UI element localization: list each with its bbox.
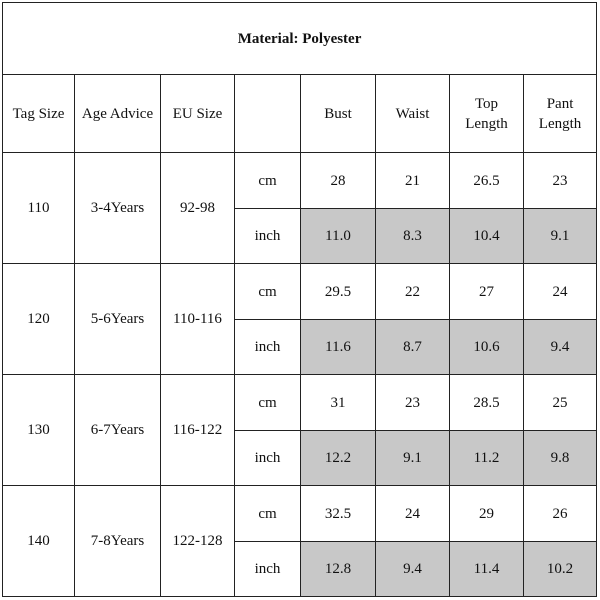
- header-waist: Waist: [376, 75, 450, 153]
- table-row: [3, 375, 597, 431]
- unit-cm-cell: cm: [235, 153, 301, 209]
- pant-length-cm-cell: 26: [524, 486, 597, 542]
- table-row: [3, 486, 597, 542]
- bust-cm-cell: 29.5: [301, 264, 376, 320]
- top-length-cm-cell: 27: [450, 264, 524, 320]
- header-top-length-line2: Length: [465, 115, 508, 132]
- waist-inch-cell: 8.7: [376, 320, 450, 375]
- pant-length-cm-cell: 23: [524, 153, 597, 209]
- table-row: [3, 153, 597, 209]
- waist-cm-cell: 22: [376, 264, 450, 320]
- pant-length-inch-cell: 9.4: [524, 320, 597, 375]
- unit-cm-cell: cm: [235, 486, 301, 542]
- header-age-advice: Age Advice: [75, 75, 161, 153]
- waist-cm-cell: 21: [376, 153, 450, 209]
- table-row: [3, 264, 597, 320]
- bust-inch-cell: 12.8: [301, 542, 376, 597]
- waist-cm-cell: 24: [376, 486, 450, 542]
- tag-size-cell: 110: [3, 153, 75, 264]
- bust-cm-cell: 32.5: [301, 486, 376, 542]
- waist-inch-cell: 8.3: [376, 209, 450, 264]
- eu-size-cell: 92-98: [161, 153, 235, 264]
- waist-inch-cell: 9.4: [376, 542, 450, 597]
- bust-cm-cell: 28: [301, 153, 376, 209]
- bust-inch-cell: 11.6: [301, 320, 376, 375]
- header-row: [3, 75, 597, 153]
- bust-inch-cell: 11.0: [301, 209, 376, 264]
- header-top-length-line1: Top: [474, 95, 499, 112]
- eu-size-cell: 122-128: [161, 486, 235, 597]
- top-length-inch-cell: 11.2: [450, 431, 524, 486]
- table-title: Material: Polyester: [3, 3, 597, 75]
- bust-cm-cell: 31: [301, 375, 376, 431]
- header-pant-length-line2: Length: [538, 115, 582, 132]
- tag-size-cell: 140: [3, 486, 75, 597]
- top-length-cm-cell: 29: [450, 486, 524, 542]
- top-length-inch-cell: 10.4: [450, 209, 524, 264]
- top-length-inch-cell: 10.6: [450, 320, 524, 375]
- title-row: [3, 3, 597, 75]
- tag-size-cell: 120: [3, 264, 75, 375]
- header-bust: Bust: [301, 75, 376, 153]
- pant-length-inch-cell: 9.1: [524, 209, 597, 264]
- age-advice-cell: 3-4Years: [75, 153, 161, 264]
- top-length-cm-cell: 28.5: [450, 375, 524, 431]
- pant-length-cm-cell: 25: [524, 375, 597, 431]
- eu-size-cell: 110-116: [161, 264, 235, 375]
- pant-length-inch-cell: 10.2: [524, 542, 597, 597]
- top-length-cm-cell: 26.5: [450, 153, 524, 209]
- unit-cm-cell: cm: [235, 264, 301, 320]
- age-advice-cell: 6-7Years: [75, 375, 161, 486]
- header-pant-length: [524, 75, 597, 153]
- pant-length-inch-cell: 9.8: [524, 431, 597, 486]
- age-advice-cell: 5-6Years: [75, 264, 161, 375]
- pant-length-cm-cell: 24: [524, 264, 597, 320]
- top-length-inch-cell: 11.4: [450, 542, 524, 597]
- waist-cm-cell: 23: [376, 375, 450, 431]
- header-eu-size: EU Size: [161, 75, 235, 153]
- size-table: [2, 2, 597, 597]
- unit-inch-cell: inch: [235, 209, 301, 264]
- header-pant-length-line1: Pant: [546, 95, 574, 112]
- tag-size-cell: 130: [3, 375, 75, 486]
- unit-inch-cell: inch: [235, 542, 301, 597]
- eu-size-cell: 116-122: [161, 375, 235, 486]
- age-advice-cell: 7-8Years: [75, 486, 161, 597]
- header-tag-size: Tag Size: [3, 75, 75, 153]
- bust-inch-cell: 12.2: [301, 431, 376, 486]
- waist-inch-cell: 9.1: [376, 431, 450, 486]
- unit-cm-cell: cm: [235, 375, 301, 431]
- header-unit: [235, 75, 301, 153]
- header-top-length: [450, 75, 524, 153]
- unit-inch-cell: inch: [235, 431, 301, 486]
- size-chart: [2, 2, 596, 596]
- unit-inch-cell: inch: [235, 320, 301, 375]
